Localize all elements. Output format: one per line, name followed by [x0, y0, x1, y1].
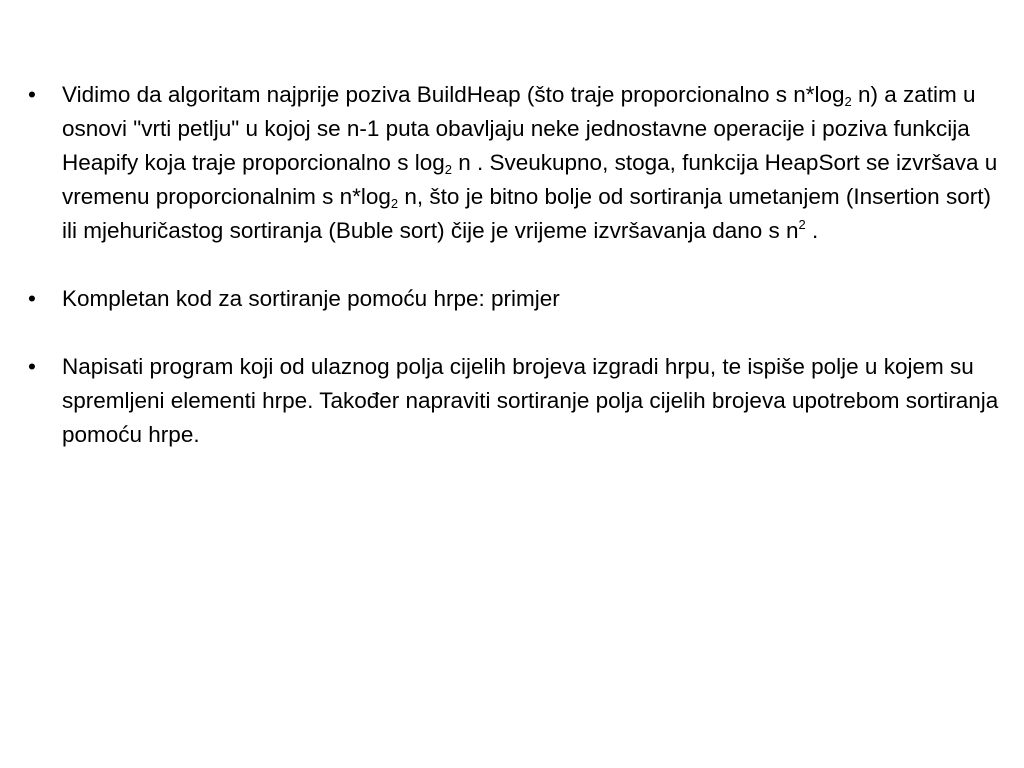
bullet-item-task: [26, 350, 1006, 452]
text-segment: n, što je bitno bolje od sortiranja umetanjem (Insertion sort) ili mjehuričastog sortiranja (Buble sort) čije je vrijeme izvršavanja dano s n: [62, 184, 991, 243]
text-segment: Vidimo da algoritam najprije poziva BuildHeap (što traje proporcionalno s n*log: [62, 82, 845, 107]
subscript: 2: [844, 94, 852, 109]
bullet-list: [26, 78, 1006, 486]
superscript: 2: [798, 217, 806, 232]
bullet-text: Napisati program koji od ulaznog polja cijelih brojeva izgradi hrpu, te ispiše polje u kojem su spremljeni elementi hrpe. Također napraviti sortiranje polja cijelih brojeva upotrebom sortiranja pomoću hrpe.: [62, 354, 999, 447]
subscript: 2: [444, 162, 452, 177]
subscript: 2: [390, 196, 399, 211]
bullet-icon: •: [28, 354, 36, 379]
bullet-item-full-code: [26, 282, 1006, 316]
bullet-item-heapsort-complexity: [26, 78, 1006, 248]
bullet-text: Kompletan kod za sortiranje pomoću hrpe: primjer: [62, 286, 560, 311]
bullet-icon: •: [28, 82, 36, 107]
text-segment: n . Sveukupno, stoga, funkcija HeapSort se izvršava u vremenu proporcionalnim s n*log: [62, 150, 998, 209]
text-segment: .: [805, 218, 819, 243]
bullet-icon: •: [28, 286, 36, 311]
text-segment: n) a zatim u osnovi "vrti petlju" u kojoj se n-1 puta obavljaju neke jednostavne operacije i poziva funkcija Heapify koja traje proporcionalno s log: [62, 82, 976, 175]
